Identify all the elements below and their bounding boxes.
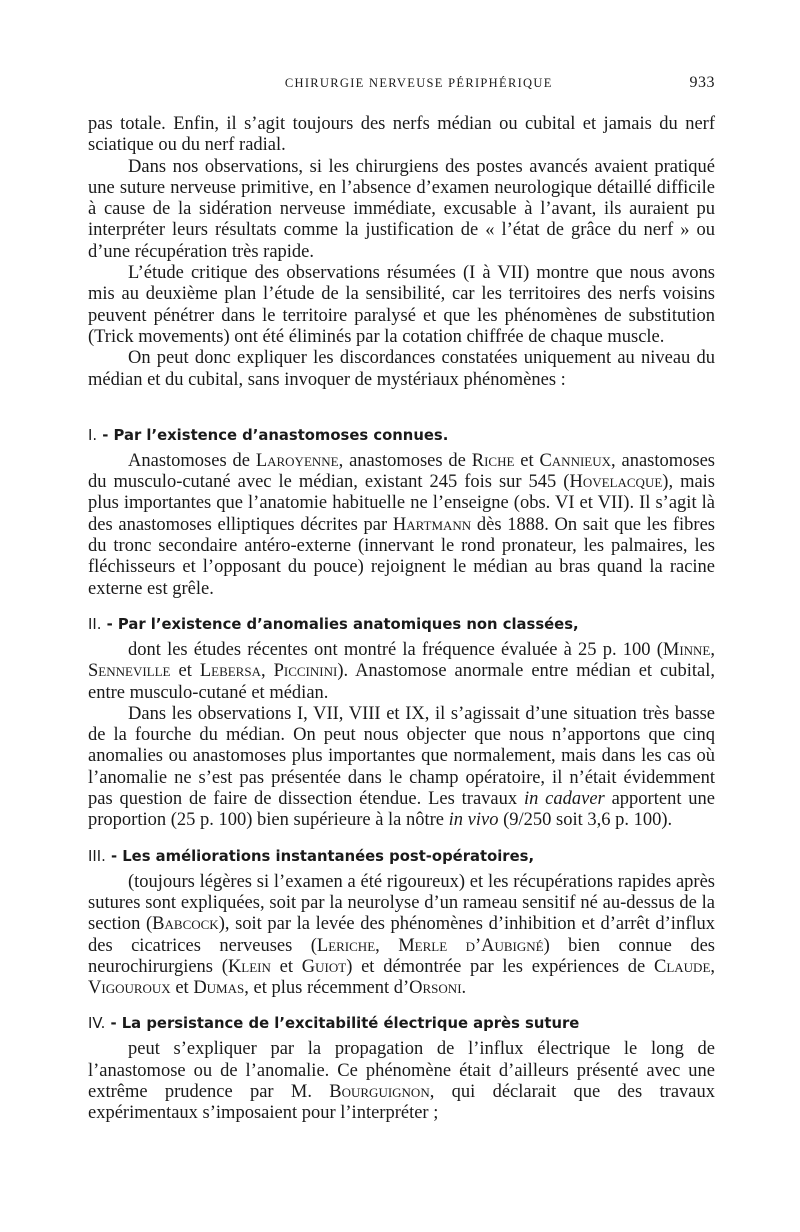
section-1-paragraph: Anastomoses de Laroyenne, anastomoses de Riche et Cannieux, anastomoses du musculo-cutané avec le médian, existant 245 fois sur 545 (Hovelacque), mais plus importantes que l’anatomie habituelle ne l’enseigne (obs. VI et VII). Il s’agit là des anastomoses elliptiques décrites par Hartmann dès 1888. On sait que les fibres du tronc secondaire antéro-externe (innervant le rond pronateur, les palmaires, les fléchisseurs et l’opposant du pouce) rejoignent le médian au bras quand la racine externe est grêle. <box>88 450 716 599</box>
section-2-paragraph-observations: Dans les observations I, VII, VIII et IX, il s’agissait d’une situation très basse de la fourche du médian. On peut nous objecter que nous n’apportons que cinq anomalies ou anastomoses plus importantes que normalement, mais dans les cas où l’anomalie ne s’est pas présentée dans le champ opératoire, il n’était évidemment pas question de faire de dissection étendue. Les travaux in cadaver apportent une proportion (25 p. 100) bien supérieure à la nôtre in vivo (9/250 soit 3,6 p. 100). <box>88 703 715 831</box>
author-name: Leriche <box>316 935 376 956</box>
running-title: CHIRURGIE NERVEUSE PÉRIPHÉRIQUE <box>284 76 553 90</box>
author-name: Laroyenne <box>255 450 339 471</box>
page-header <box>88 74 715 102</box>
author-name: Vigouroux <box>88 978 171 999</box>
author-name: Orsoni <box>409 978 462 999</box>
paragraph-continuation: pas totale. Enfin, il s’agit toujours des nerfs médian ou cubital et jamais du nerf sciatique ou du nerf radial. <box>88 114 715 156</box>
author-name: Merle d’Aubigné <box>398 935 544 956</box>
section-heading-4: IV. - La persistance de l’excitabilité électrique après suture <box>88 1015 580 1033</box>
section-3-paragraph: (toujours légères si l’examen a été rigoureux) et les récupérations rapides après sutures sont expliquées, soit par la neurolyse d’un rameau sensitif né au-dessus de la section (Babcock), soit par la levée des phénomènes d’inhibition et d’arrêt d’influx des cicatrices nerveuses (Leriche, Merle d’Aubigné) bien connue des neurochirurgiens (Klein et Guiot) et démontrée par les expériences de Claude, Vigouroux et Dumas, et plus récemment d’Orsoni. <box>88 871 716 999</box>
author-name: Lebersa <box>199 661 261 682</box>
author-name: Hovelacque <box>569 472 663 493</box>
section-4-paragraph: peut s’expliquer par la propagation de l’influx électrique le long de l’anastomose ou de l’anomalie. Ce phénomène était d’ailleurs présenté avec une extrême prudence par M. Bourguignon, qui déclarait que des travaux expérimentaux s’imposaient pour l’interpréter ; <box>88 1039 715 1124</box>
author-name: Dumas <box>193 978 245 999</box>
section-number: II. <box>88 615 102 633</box>
latin-term: in vivo <box>448 810 499 831</box>
author-name: Babcock <box>152 914 219 935</box>
paragraph-discordances: On peut donc expliquer les discordances constatées uniquement au niveau du médian et du cubital, sans invoquer de mystériaux phénomènes : <box>88 348 715 390</box>
section-2-paragraph: dont les études récentes ont montré la fréquence évaluée à 25 p. 100 (Minne, Senneville et Lebersa, Piccinini). Anastomose anormale entre médian et cubital, entre musculo-cutané et médian. <box>88 639 716 703</box>
section-number: III. <box>88 847 106 865</box>
page-number: 933 <box>689 74 715 91</box>
author-name: Guiot <box>301 956 347 977</box>
paragraph-observations: Dans nos observations, si les chirurgiens des postes avancés avaient pratiqué une suture nerveuse primitive, en l’absence d’examen neurologique détaillé difficile à cause de la sidération nerveuse immédiate, excusable à l’avant, ils auraient pu interpréter leurs résultats comme la justification de « l’état de grâce du nerf » ou d’une récupération très rapide. <box>88 156 715 262</box>
section-heading-2: II. - Par l’existence d’anomalies anatomiques non classées, <box>88 615 579 633</box>
author-name: Hartmann <box>392 514 472 535</box>
author-name: Riche <box>471 450 515 471</box>
author-name: Cannieux <box>539 450 612 471</box>
paragraph-critical-study: L’étude critique des observations résumées (I à VII) montre que nous avons mis au deuxième plan l’étude de la sensibilité, car les territoires des nerfs voisins peuvent pénétrer dans le territoire paralysé et que les phénomènes de substitution (Trick movements) ont été éliminés par la cotation chiffrée de chaque muscle. <box>88 263 715 347</box>
author-name: Minne <box>662 639 711 660</box>
section-heading-1: I. - Par l’existence d’anastomoses connues. <box>88 426 449 444</box>
section-title: La persistance de l’excitabilité électrique après suture <box>121 1015 580 1033</box>
section-heading-3: III. - Les améliorations instantanées post-opératoires, <box>88 847 535 865</box>
section-number: I. <box>88 426 98 444</box>
section-title: Par l’existence d’anomalies anatomiques non classées, <box>117 615 579 633</box>
author-name: Piccinini <box>273 661 338 682</box>
section-number: IV. <box>88 1015 106 1033</box>
author-name: Senneville <box>88 661 171 682</box>
author-name: Claude <box>654 956 711 977</box>
author-name: Bourguignon <box>329 1081 430 1102</box>
book-page <box>88 74 715 1125</box>
section-title: Par l’existence d’anastomoses connues. <box>113 426 449 444</box>
section-title: Les améliorations instantanées post-opératoires, <box>122 847 535 865</box>
latin-term: in cadaver <box>523 789 605 810</box>
author-name: Klein <box>227 956 271 977</box>
